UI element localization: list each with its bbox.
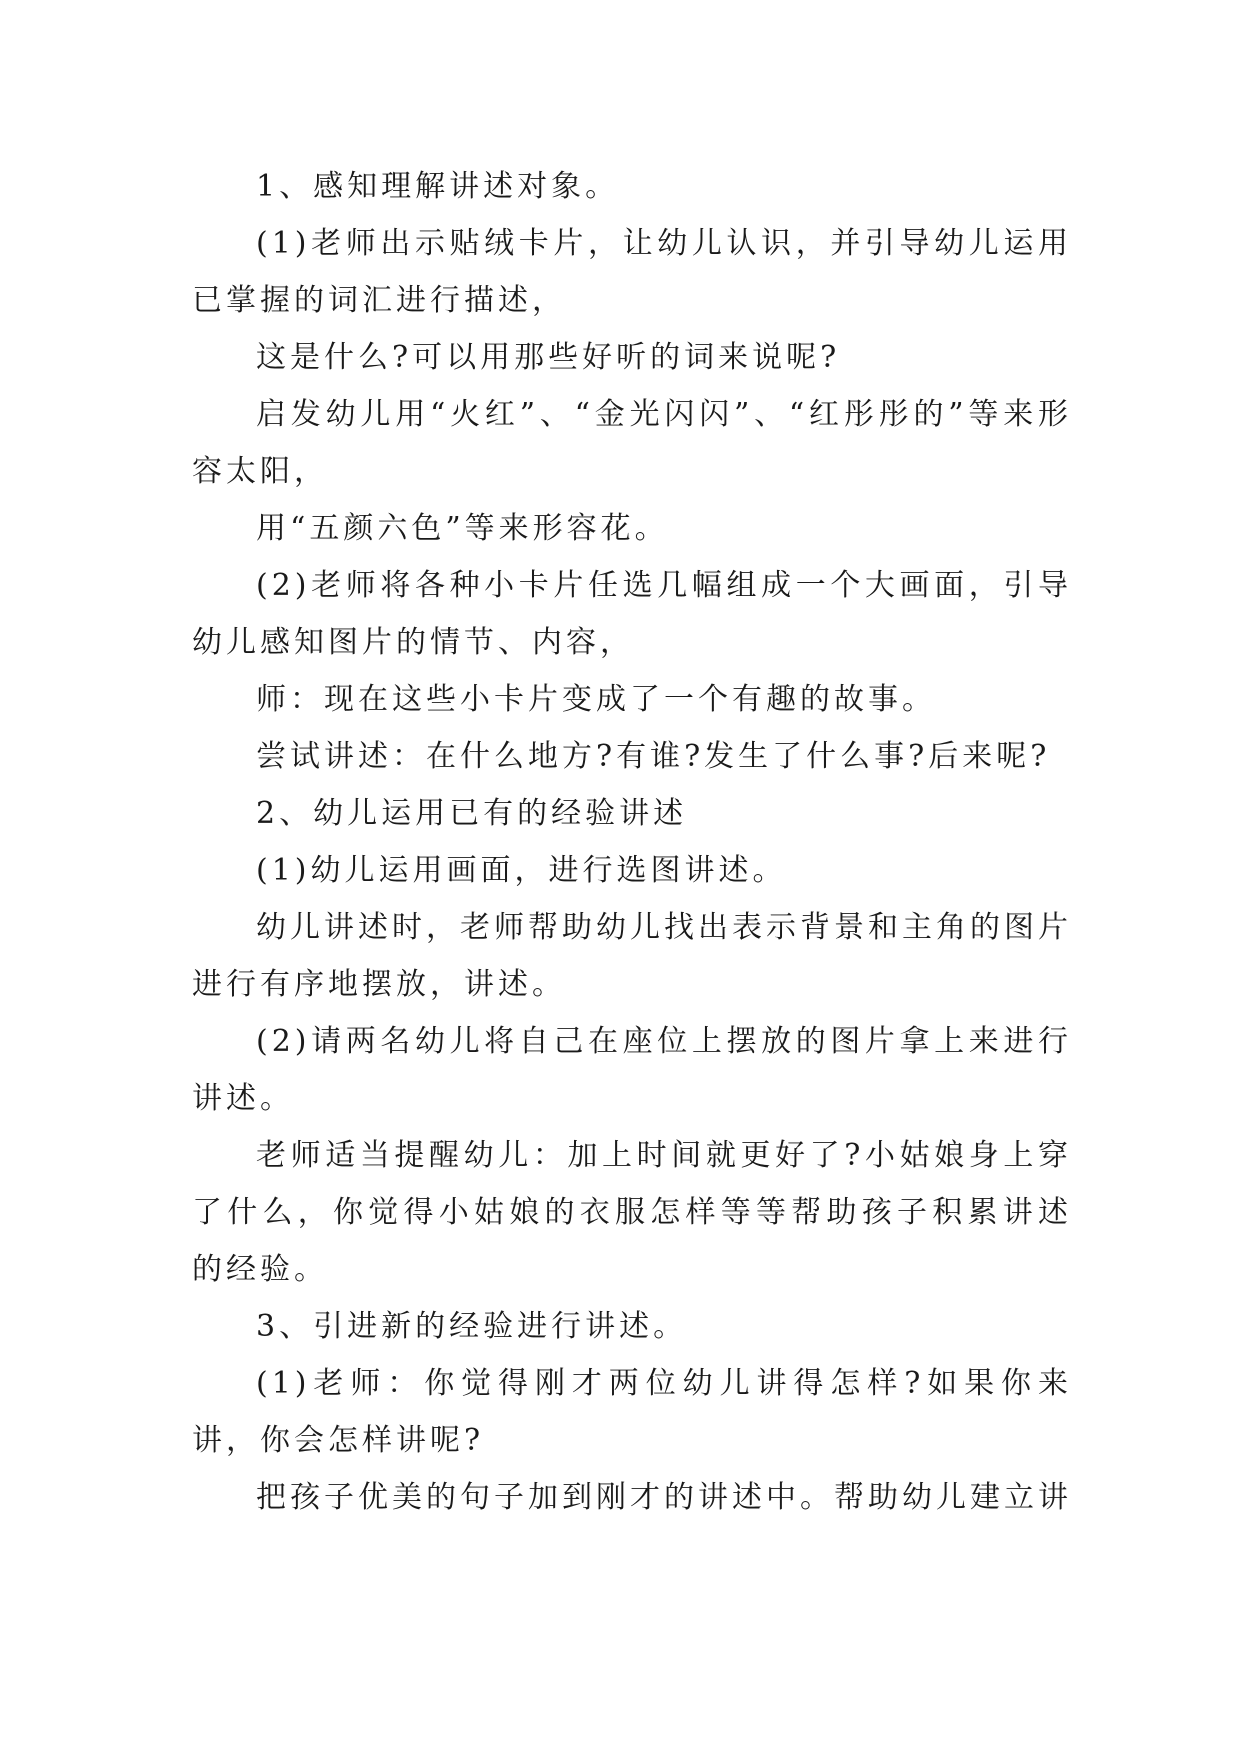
paragraph-13: 老师适当提醒幼儿：加上时间就更好了?小姑娘身上穿了什么，你觉得小姑娘的衣服怎样等等帮助孩子积累讲述的经验。	[192, 1138, 1072, 1287]
paragraph-16: 把孩子优美的句子加到刚才的讲述中。帮助幼儿建立讲	[256, 1480, 1072, 1515]
paragraph-1: 1、感知理解讲述对象。	[256, 169, 620, 204]
paragraph-2: (1)老师出示贴绒卡片，让幼儿认识，并引导幼儿运用已掌握的词汇进行描述，	[192, 226, 1072, 318]
paragraph-9: 2、幼儿运用已有的经验讲述	[256, 796, 688, 831]
paragraph-4: 启发幼儿用“火红”、“金光闪闪”、“红彤彤的”等来形容太阳，	[192, 397, 1072, 489]
paragraph-11: 幼儿讲述时，老师帮助幼儿找出表示背景和主角的图片进行有序地摆放，讲述。	[192, 910, 1072, 1002]
paragraph-15: (1)老师：你觉得刚才两位幼儿讲得怎样?如果你来讲，你会怎样讲呢?	[192, 1366, 1072, 1458]
paragraph-10: (1)幼儿运用画面，进行选图讲述。	[256, 853, 787, 888]
paragraph-5: 用“五颜六色”等来形容花。	[256, 511, 669, 546]
paragraph-14: 3、引进新的经验进行讲述。	[256, 1309, 688, 1344]
paragraph-12: (2)请两名幼儿将自己在座位上摆放的图片拿上来进行讲述。	[192, 1024, 1072, 1116]
paragraph-7: 师：现在这些小卡片变成了一个有趣的故事。	[256, 682, 936, 717]
paragraph-3: 这是什么?可以用那些好听的词来说呢?	[256, 340, 841, 375]
paragraph-8: 尝试讲述：在什么地方?有谁?发生了什么事?后来呢?	[256, 739, 1051, 774]
document-body	[192, 158, 1072, 1526]
paragraph-6: (2)老师将各种小卡片任选几幅组成一个大画面，引导幼儿感知图片的情节、内容，	[192, 568, 1072, 660]
